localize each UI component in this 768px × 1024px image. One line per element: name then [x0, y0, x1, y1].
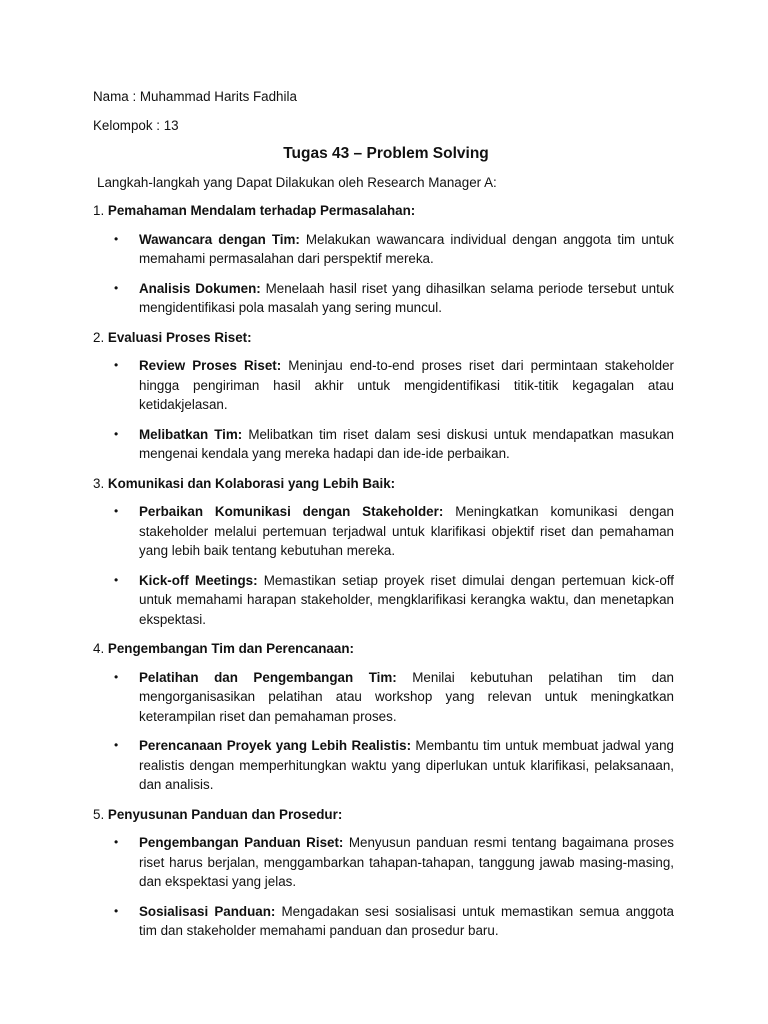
item-label: Wawancara dengan Tim:	[139, 231, 300, 247]
bullet-icon: •	[114, 504, 119, 518]
item-text: Menyusun panduan resmi tentang bagaimana proses riset harus berjalan, menggambarkan tahapan-tahapan, tanggung jawab masing-masing, dan ekspektasi yang jelas.	[139, 835, 674, 889]
student-name: Nama : Muhammad Harits Fadhila	[93, 89, 297, 104]
item-label: Review Proses Riset:	[139, 358, 282, 373]
item-label: Pengembangan Panduan Riset:	[139, 835, 344, 850]
list-item	[93, 668, 674, 727]
section-title: Komunikasi dan Kolaborasi yang Lebih Baik:	[107, 475, 396, 491]
section-list	[93, 502, 674, 629]
bullet-icon: •	[114, 426, 119, 441]
item-text: Membantu tim untuk membuat jadwal yang realistis dengan memperhitungkan waktu yang diperlukan untuk klarifikasi, pelaksanaan, dan analisis.	[139, 738, 674, 792]
section-list	[93, 356, 674, 464]
section-list	[93, 230, 674, 318]
bullet-icon: •	[114, 572, 119, 587]
section-heading	[93, 201, 674, 221]
section-list	[93, 833, 674, 941]
list-item	[93, 833, 674, 892]
bullet-icon: •	[114, 280, 119, 295]
item-label: Melibatkan Tim:	[139, 426, 243, 442]
section-number: 4.	[93, 641, 105, 656]
item-text: Menilai kebutuhan pelatihan tim dan mengorganisasikan pelatihan atau workshop yang relevan untuk meningkatkan keterampilan riset dan pemahaman proses.	[139, 669, 674, 724]
list-item	[93, 902, 674, 941]
item-label: Pelatihan dan Pengembangan Tim:	[139, 669, 397, 685]
section-list	[93, 668, 674, 795]
item-label: Kick-off Meetings:	[139, 572, 258, 588]
bullet-icon: •	[114, 738, 119, 752]
item-text: Memastikan setiap proyek riset dimulai dengan pertemuan kick-off untuk memahami harapan stakeholder, mengklarifikasi kerangka waktu, dan menetapkan ekspektasi.	[139, 572, 674, 627]
group-number: Kelompok : 13	[93, 117, 179, 133]
bullet-icon: •	[114, 903, 119, 918]
item-label: Analisis Dokumen:	[139, 280, 261, 296]
section-heading	[93, 805, 674, 825]
section-title: Pengembangan Tim dan Perencanaan:	[107, 641, 354, 656]
list-item	[93, 502, 674, 561]
section-number: 2.	[93, 329, 105, 345]
section-heading	[93, 474, 674, 494]
section-number: 3.	[93, 475, 105, 491]
section-title: Pemahaman Mendalam terhadap Permasalahan:	[107, 203, 416, 218]
item-text: Melakukan wawancara individual dengan anggota tim untuk memahami permasalahan dari perspektif mereka.	[139, 231, 674, 266]
section-number: 1.	[93, 203, 105, 218]
section-heading	[93, 639, 674, 659]
list-item	[93, 356, 674, 415]
item-text: Melibatkan tim riset dalam sesi diskusi untuk mendapatkan masukan mengenai kendala yang mereka hadapi dan ide-ide perbaikan.	[139, 426, 674, 461]
item-label: Sosialisasi Panduan:	[139, 903, 276, 919]
section-number: 5.	[93, 806, 105, 822]
bullet-icon: •	[114, 231, 119, 246]
bullet-icon: •	[114, 835, 119, 849]
item-text: Menelaah hasil riset yang dihasilkan selama periode tersebut untuk mengidentifikasi pola masalah yang sering muncul.	[139, 280, 674, 315]
list-item	[93, 425, 674, 464]
bullet-icon: •	[114, 358, 119, 372]
item-text: Mengadakan sesi sosialisasi untuk memastikan semua anggota tim dan stakeholder memahami panduan dan prosedur baru.	[139, 903, 674, 938]
list-item	[93, 736, 674, 795]
list-item	[93, 230, 674, 269]
document-title: Tugas 43 – Problem Solving	[283, 145, 489, 162]
list-item	[93, 279, 674, 318]
bullet-icon: •	[114, 669, 119, 684]
item-label: Perencanaan Proyek yang Lebih Realistis:	[139, 738, 412, 753]
item-text: Meninjau end-to-end proses riset dari permintaan stakeholder hingga pengiriman hasil akhir untuk mengidentifikasi titik-titik kegagalan atau ketidakjelasan.	[139, 358, 674, 412]
item-text: Meningkatkan komunikasi dengan stakeholder melalui pertemuan terjadwal untuk klarifikasi objektif riset dan pemahaman yang lebih baik tentang kebutuhan mereka.	[139, 504, 674, 558]
item-label: Perbaikan Komunikasi dengan Stakeholder:	[139, 504, 444, 519]
section-title: Penyusunan Panduan dan Prosedur:	[107, 806, 343, 822]
list-item	[93, 571, 674, 630]
section-heading	[93, 328, 674, 348]
section-title: Evaluasi Proses Riset:	[107, 329, 252, 345]
intro-text: Langkah-langkah yang Dapat Dilakukan oleh Research Manager A:	[97, 174, 497, 190]
